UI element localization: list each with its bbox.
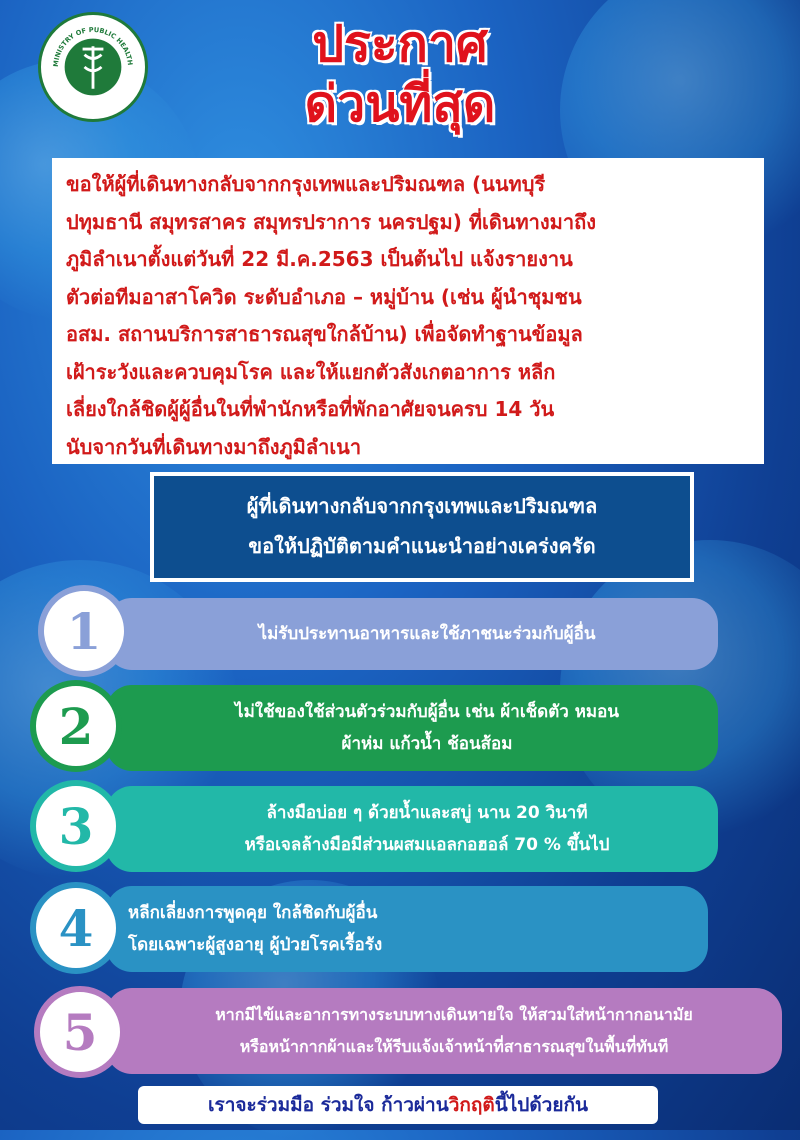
step-1-number: 1 (38, 585, 130, 677)
step-1-text: ไม่รับประทานอาหารและใช้ภาชนะร่วมกับผู้อื่น (258, 624, 596, 644)
step-5-text-line-2: หรือหน้ากากผ้าและให้รีบแจ้งเจ้าหน้าที่สาธารณสุขในพื้นที่ทันที (239, 1037, 669, 1056)
notice-box (52, 158, 764, 464)
instructions-banner (150, 472, 694, 582)
step-3-text-line-2: หรือเจลล้างมือมีส่วนผสมแอลกอฮอล์ 70 % ขึ้นไป (244, 835, 610, 855)
step-2-text-line-2: ผ้าห่ม แก้วน้ำ ช้อนส้อม (341, 734, 513, 754)
step-3-number: 3 (30, 780, 122, 872)
step-2-pill (106, 685, 718, 771)
footer-highlight: วิกฤติ (448, 1094, 495, 1116)
step-1-pill (106, 598, 718, 670)
step-5-pill (106, 988, 782, 1074)
headline-line-2: ด่วนที่สุด (304, 75, 496, 133)
ministry-logo (38, 12, 148, 122)
step-4-pill (106, 886, 708, 972)
footer-slogan (138, 1086, 658, 1124)
notice-line: อสม. สถานบริการสาธารณสุขใกล้บ้าน) เพื่อจัดทำฐานข้อมูล (66, 322, 583, 346)
step-4-number: 4 (30, 882, 122, 974)
step-4-text-line-1: หลีกเลี่ยงการพูดคุย ใกล้ชิดกับผู้อื่น (128, 903, 378, 923)
step-3-text-line-1: ล้างมือบ่อย ๆ ด้วยน้ำและสบู่ นาน 20 วินาที (266, 803, 588, 823)
notice-line: ภูมิลำเนาตั้งแต่วันที่ 22 มี.ค.2563 เป็นต้นไป แจ้งรายงาน (66, 247, 573, 271)
svg-text:MINISTRY OF PUBLIC HEALTH: MINISTRY OF PUBLIC HEALTH (51, 25, 135, 68)
step-2-text-line-1: ไม่ใช้ของใช้ส่วนตัวร่วมกับผู้อื่น เช่น ผ้าเช็ดตัว หมอน (235, 702, 619, 722)
notice-line: เฝ้าระวังและควบคุมโรค และให้แยกตัวสังเกตอาการ หลีก (66, 359, 556, 384)
banner-line-2: ขอให้ปฏิบัติตามคำแนะนำอย่างเคร่งครัด (248, 534, 596, 558)
headline (230, 14, 570, 134)
step-5-number: 5 (34, 986, 126, 1078)
step-4-text-line-2: โดยเฉพาะผู้สูงอายุ ผู้ป่วยโรคเรื้อรัง (128, 935, 383, 955)
step-2-number: 2 (30, 680, 122, 772)
notice-line: นับจากวันที่เดินทางมาถึงภูมิลำเนา (66, 434, 362, 459)
notice-line: เลี่ยงใกล้ชิดผู้ผู้อื่นในที่พำนักหรือที่พักอาศัยจนครบ 14 วัน (66, 397, 555, 421)
step-5-text-line-1: หากมีไข้และอาการทางระบบทางเดินหายใจ ให้สวมใส่หน้ากากอนามัย (215, 1005, 693, 1024)
footer-part-2: นี้ไปด้วยกัน (494, 1094, 588, 1116)
notice-line: ปทุมธานี สมุทรสาคร สมุทรปราการ นครปฐม) ที่เดินทางมาถึง (66, 209, 596, 234)
notice-line: ขอให้ผู้ที่เดินทางกลับจากกรุงเทพและปริมณฑล (นนทบุรี (66, 172, 546, 196)
headline-line-1: ประกาศ (312, 15, 488, 73)
step-3-pill (106, 786, 718, 872)
footer-part-1: เราจะร่วมมือ ร่วมใจ ก้าวผ่าน (208, 1094, 449, 1116)
banner-line-1: ผู้ที่เดินทางกลับจากกรุงเทพและปริมณฑล (246, 494, 598, 518)
notice-line: ตัวต่อทีมอาสาโควิด ระดับอำเภอ – หมู่บ้าน (เช่น ผู้นำชุมชน (66, 284, 582, 309)
